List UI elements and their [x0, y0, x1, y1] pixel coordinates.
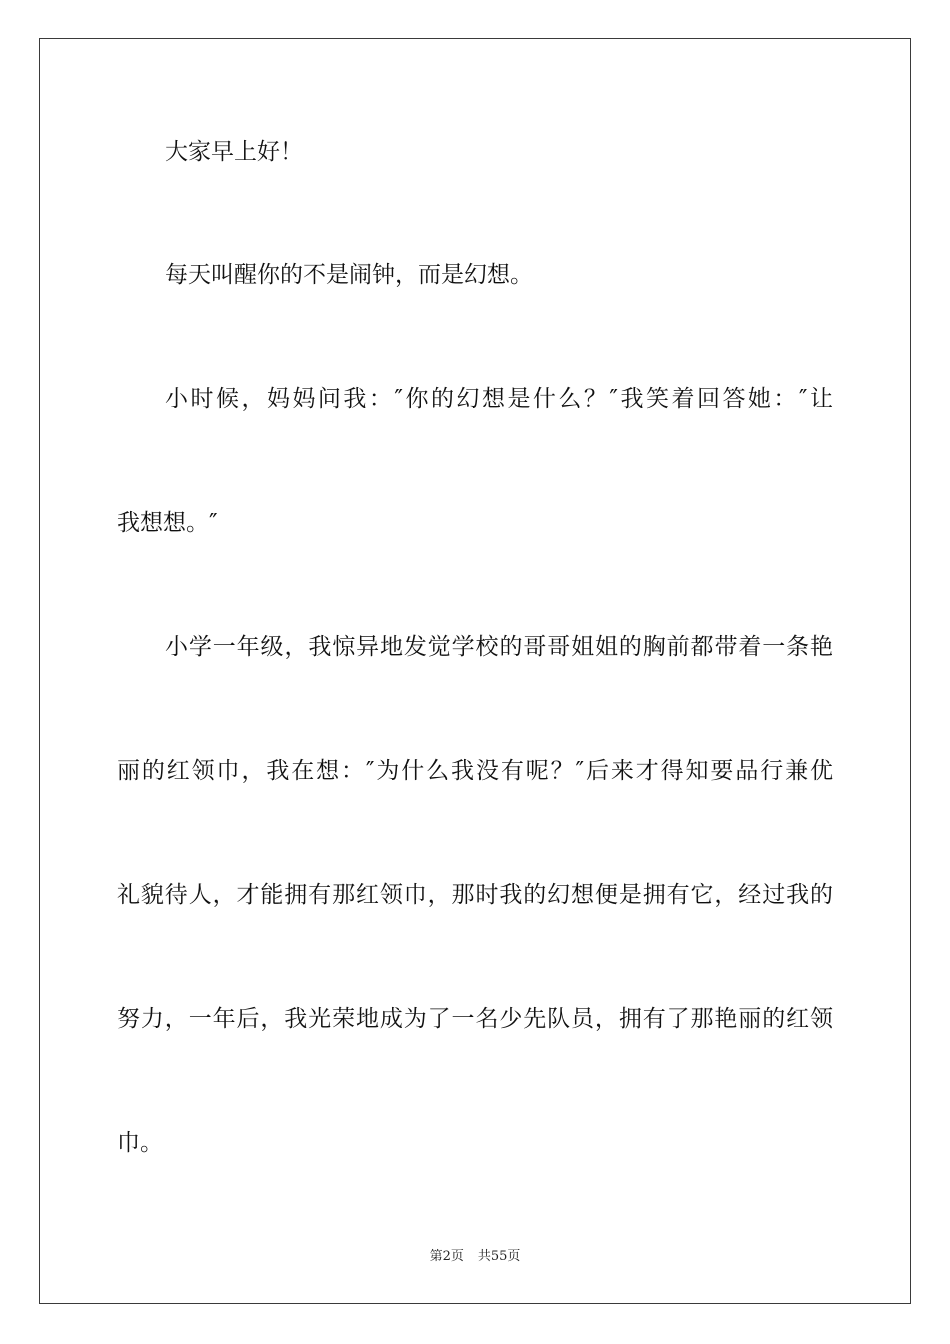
paragraph-line: 小学一年级，我惊异地发觉学校的哥哥姐姐的胸前都带着一条艳: [165, 634, 833, 660]
page-total: 共55页: [477, 1249, 521, 1264]
paragraph-line: 巾。: [117, 1130, 163, 1156]
paragraph-greeting: 大家早上好！: [165, 139, 303, 165]
paragraph-line: 小时候，妈妈问我：″你的幻想是什么？″我笑着回答她：″让: [165, 386, 833, 412]
paragraph-line: 礼貌待人，才能拥有那红领巾，那时我的幻想便是拥有它，经过我的: [117, 882, 833, 908]
page-border: [39, 38, 911, 1304]
paragraph-line: 我想想。″: [117, 510, 218, 536]
page-number: 第2页: [429, 1249, 464, 1264]
paragraph-line: 努力，一年后，我光荣地成为了一名少先队员，拥有了那艳丽的红领: [117, 1006, 833, 1032]
paragraph-line: 丽的红领巾，我在想：″为什么我没有呢？″后来才得知要品行兼优: [117, 758, 833, 784]
paragraph-line: 每天叫醒你的不是闹钟，而是幻想。: [165, 262, 533, 288]
page-footer: [0, 1248, 950, 1266]
